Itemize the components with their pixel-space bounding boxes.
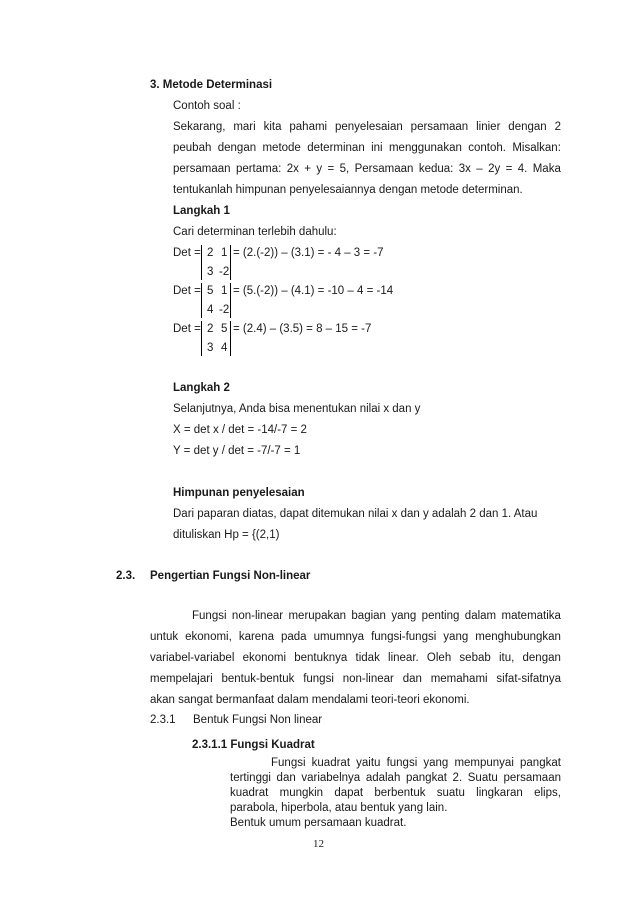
step2-intro: Selanjutnya, Anda bisa menentukan nilai x dan y (173, 403, 421, 415)
step1-intro: Cari determinan terlebih dahulu: (173, 226, 337, 238)
matrix-cell: -2 (219, 266, 230, 278)
matrix-cell: 2 (207, 247, 214, 259)
solution-title: Himpunan penyelesaian (173, 487, 305, 499)
det-result: = (2.4) – (3.5) = 8 – 15 = -7 (233, 323, 372, 335)
det-result: = (5.(-2)) – (4.1) = -10 – 4 = -14 (233, 285, 394, 297)
matrix-cell: 5 (221, 323, 228, 335)
solution-line: dituliskan Hp = {(2,1) (173, 529, 280, 541)
paragraph-line: persamaan pertama: 2x + y = 5, Persamaan kedua: 3x – 2y = 4. Maka (173, 163, 561, 175)
matrix-cell: 5 (207, 285, 214, 297)
matrix-bars (201, 245, 231, 280)
step1-title: Langkah 1 (173, 205, 230, 217)
x-equation: X = det x / det = -14/-7 = 2 (173, 424, 307, 436)
solution-line: Dari paparan diatas, dapat ditemukan nilai x dan y adalah 2 dan 1. Atau (173, 508, 538, 520)
subsection-number: 2.3.1 (150, 714, 176, 726)
paragraph-line: Fungsi non-linear merupakan bagian yang penting dalam matematika (192, 610, 561, 622)
paragraph-line: mempelajari bentuk-bentuk fungsi non-linear dan memahami sifat-sifatnya (150, 673, 561, 685)
matrix-cell: 3 (207, 342, 214, 354)
subsection-title: Bentuk Fungsi Non linear (193, 714, 323, 726)
quad-line: tertinggi dan variabelnya adalah pangkat 2. Suatu persamaan (230, 772, 561, 784)
matrix-cell: 1 (221, 247, 228, 259)
page-number: 12 (313, 838, 324, 850)
matrix-cell: 1 (221, 285, 228, 297)
matrix-cell: 4 (207, 304, 214, 316)
matrix-bars (201, 321, 231, 356)
det-label: Det = (173, 247, 201, 259)
paragraph-line: tentukanlah himpunan penyelesaiannya dengan metode determinan. (173, 184, 523, 196)
quad-line: parabola, hiperbola, atau bentuk yang lain. (230, 802, 448, 814)
subsubsection-title: 2.3.1.1 Fungsi Kuadrat (192, 739, 315, 751)
quad-line: Bentuk umum persamaan kuadrat. (230, 817, 407, 829)
quad-line: Fungsi kuadrat yaitu fungsi yang mempunyai pangkat (271, 757, 561, 769)
paragraph-line: untuk ekonomi, karena pada umumnya fungsi-fungsi yang menghubungkan (150, 631, 561, 643)
step2-title: Langkah 2 (173, 382, 230, 394)
matrix-cell: 4 (221, 342, 228, 354)
section-number: 2.3. (116, 570, 136, 582)
det-result: = (2.(-2)) – (3.1) = - 4 – 3 = -7 (233, 247, 384, 259)
matrix-cell: -2 (219, 304, 230, 316)
section-heading: 3. Metode Determinasi (150, 79, 273, 91)
matrix-cell: 2 (207, 323, 214, 335)
paragraph-line: peubah dengan metode determinan ini menggunakan contoh. Misalkan: (173, 142, 561, 154)
paragraph-line: Sekarang, mari kita pahami penyelesaian persamaan linier dengan 2 (173, 121, 561, 133)
det-label: Det = (173, 285, 201, 297)
section-title: Pengertian Fungsi Non-linear (150, 570, 311, 582)
paragraph-line: variabel-variabel ekonomi bentuknya tidak linear. Oleh sebab itu, dengan (150, 652, 561, 664)
paragraph-line: akan sangat bermanfaat dalam mendalami teori-teori ekonomi. (150, 694, 470, 706)
y-equation: Y = det y / det = -7/-7 = 1 (173, 445, 301, 457)
example-label: Contoh soal : (173, 100, 241, 112)
matrix-bars (201, 283, 231, 318)
det-label: Det = (173, 323, 201, 335)
quad-line: kuadrat mungkin dapat berbentuk suatu lingkaran elips, (230, 787, 561, 799)
matrix-cell: 3 (207, 266, 214, 278)
